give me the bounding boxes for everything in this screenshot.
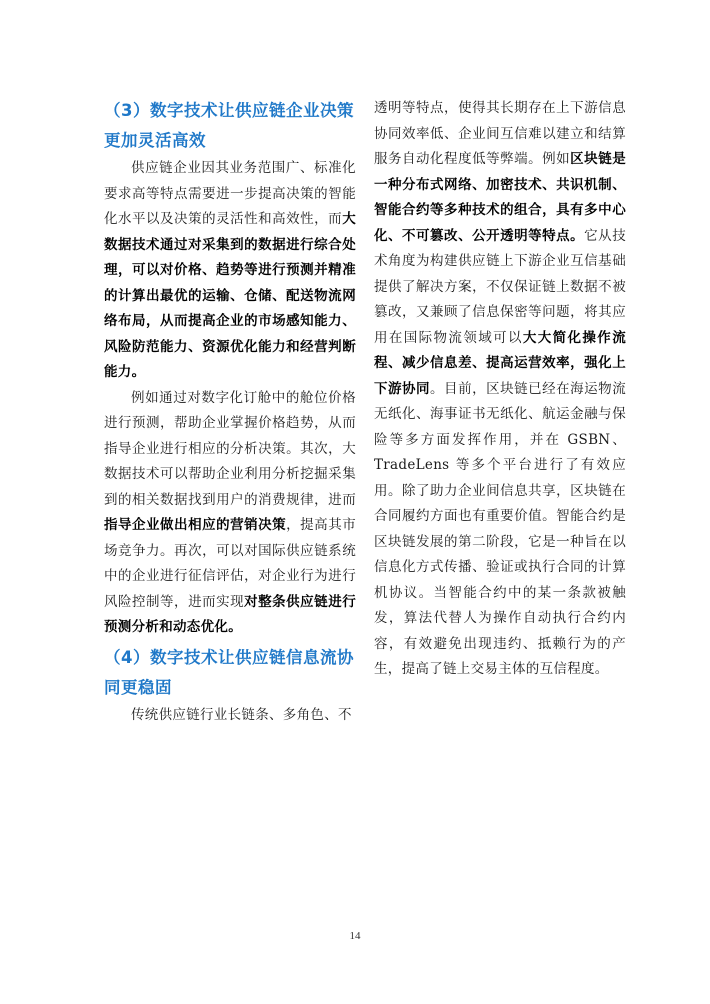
page-number: 14 <box>349 930 361 942</box>
paragraph-right-1 <box>374 96 626 683</box>
text-run: 透明等特点，使得其长期存在上下游信息协同效率低、企业间互信难以建立和结算服务自动化程度低等弊端。例如 <box>374 100 626 167</box>
section-heading-3: （3）数字技术让供应链企业决策更加灵活高效 <box>104 101 354 150</box>
text-run: 供应链企业因其业务范围广、标准化要求高等特点需要进一步提高决策的智能化水平以及决策的灵活性和高效性，而 <box>104 160 356 227</box>
text-run: 。目前，区块链已经在海运物流无纸化、海事证书无纸化、航运金融与保险等多方面发挥作用，并在 GSBN、TradeLens 等多个平台进行了有效应用。除了助力企业间信息共享，区块链在合同履约方面也有重要价值。智能合约是区块链发展的第二阶段，它是一种旨在以信息化方式传播、验证或执行合同的计算机协议。当智能合约中的某一条款被触发，算法代替人为操作自动执行合约内容，有效避免出现违约、抵赖行为的产生，提高了链上交易主体的互信程度。 <box>374 380 626 677</box>
text-run: 例如通过对数字化订舱中的舱位价格进行预测，帮助企业掌握价格趋势，从而指导企业进行相应的分析决策。其次，大数据技术可以帮助企业利用分析挖掘采集到的相关数据找到用户的消费规律，进而 <box>104 389 356 508</box>
bold-text-run: 区块链是一种分布式网络、加密技术、共识机制、智能合约等多种技术的组合，具有多中心化、不可篡改、公开透明等特点。 <box>374 151 627 244</box>
bold-text-run: 指导企业做出相应的营销决策 <box>104 517 287 533</box>
paragraph-left-2 <box>104 386 356 641</box>
left-column <box>104 96 356 728</box>
text-run: ，提高其市场竞争力。再次，可以对国际供应链系统中的企业进行征信评估，对企业行为进行风险控制等，进而实现 <box>104 517 357 610</box>
paragraph-left-3 <box>104 703 356 729</box>
text-run: 它从技术角度为构建供应链上下游企业互信基础提供了解决方案，不仅保证链上数据不被篡改，又兼顾了信息保密等问题，将其应用在国际物流领域可以 <box>374 227 626 346</box>
text-run: 传统供应链行业长链条、多角色、不 <box>131 706 352 723</box>
bold-text-run: 对整条供应链进行预测分析和动态优化。 <box>104 593 357 635</box>
bold-text-run: 大大简化操作流程、减少信息差、提高运营效率，强化上下游协同 <box>374 329 626 397</box>
right-column <box>374 96 626 683</box>
bold-text-run: 大数据技术通过对采集到的数据进行综合处理，可以对价格、趋势等进行预测并精准的计算出最优的运输、仓储、配送物流网络布局，从而提高企业的市场感知能力、风险防范能力、资源优化能力和经营判断能力。 <box>104 211 356 380</box>
paragraph-left-1 <box>104 156 356 386</box>
section-heading-4: （4）数字技术让供应链信息流协同更稳固 <box>104 647 354 697</box>
